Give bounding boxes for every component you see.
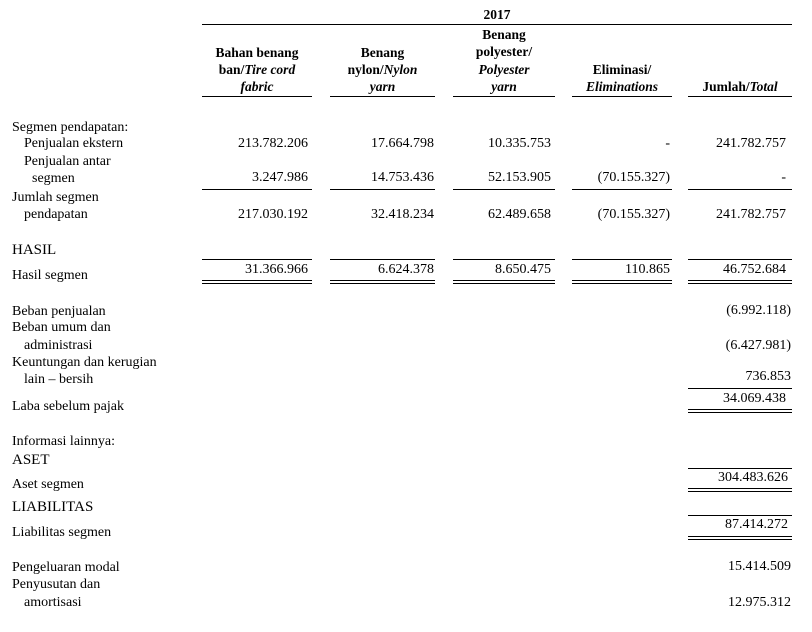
label-penjualan-ekstern: Penjualan ekstern — [24, 136, 124, 151]
col3-header-line0: Benang — [482, 27, 526, 42]
label-beban-penjualan: Beban penjualan — [12, 304, 106, 319]
subtotal-line — [202, 259, 312, 260]
subtotal-line — [572, 189, 672, 190]
label-segmen-pendapatan: Segmen pendapatan: — [12, 120, 129, 135]
cell: (6.992.118) — [726, 303, 791, 318]
double-underline — [330, 280, 435, 284]
label-keuntungan-1: Keuntungan dan kerugian — [12, 355, 157, 370]
col2-header-underline — [330, 96, 435, 97]
label-beban-umum-1: Beban umum dan — [12, 320, 111, 335]
cell: 6.624.378 — [378, 262, 434, 277]
col5-header-underline — [688, 96, 792, 97]
label-hasil: HASIL — [12, 242, 57, 258]
label-informasi-lainnya: Informasi lainnya: — [12, 434, 116, 449]
subtotal-line — [688, 388, 792, 389]
cell: 12.975.312 — [728, 595, 791, 610]
double-underline — [453, 280, 555, 284]
cell: 217.030.192 — [238, 207, 308, 222]
cell: 15.414.509 — [728, 559, 791, 574]
label-jumlah-segmen-1: Jumlah segmen — [12, 190, 99, 205]
subtotal-line — [330, 189, 435, 190]
cell: (70.155.327) — [597, 170, 670, 185]
col3-header-line2: Polyester — [478, 62, 530, 77]
col2-header-line2: nylon/Nylon — [347, 62, 418, 77]
cell: 10.335.753 — [488, 136, 551, 151]
subtotal-line — [330, 259, 435, 260]
cell: 31.366.966 — [245, 262, 308, 277]
subtotal-line — [688, 259, 792, 260]
cell: 62.489.658 — [488, 207, 551, 222]
col1-header-line3: fabric — [240, 79, 274, 94]
subtotal-line — [202, 189, 312, 190]
col2-header-line1: Benang — [360, 45, 405, 60]
cell: 14.753.436 — [371, 170, 434, 185]
cell: (70.155.327) — [597, 207, 670, 222]
cell: - — [781, 170, 786, 185]
label-pengeluaran-modal: Pengeluaran modal — [12, 560, 120, 575]
col3-header-underline — [453, 96, 555, 97]
col1-header-line2: ban/Tire cord — [218, 62, 296, 77]
label-liabilitas-segmen: Liabilitas segmen — [12, 525, 112, 540]
cell: 304.483.626 — [718, 470, 788, 485]
label-penjualan-antar-2: segmen — [32, 171, 75, 186]
subtotal-line — [453, 259, 555, 260]
cell: 34.069.438 — [723, 391, 786, 406]
cell: - — [665, 136, 670, 151]
double-underline — [688, 280, 792, 284]
cell: 213.782.206 — [238, 136, 308, 151]
double-underline — [572, 280, 672, 284]
label-aset-segmen: Aset segmen — [12, 477, 84, 492]
col1-header-underline — [202, 96, 312, 97]
label-beban-umum-2: administrasi — [24, 338, 93, 353]
cell: 241.782.757 — [716, 207, 786, 222]
cell: 3.247.986 — [252, 170, 308, 185]
cell: 32.418.234 — [371, 207, 434, 222]
cell: 87.414.272 — [725, 517, 788, 532]
col1-header-line1: Bahan benang — [215, 45, 299, 60]
col5-header: Jumlah/Total — [702, 79, 778, 94]
col4-header-line2: Eliminations — [585, 79, 659, 94]
double-underline — [202, 280, 312, 284]
cell: 241.782.757 — [716, 136, 786, 151]
year-underline — [202, 24, 792, 25]
double-underline — [688, 409, 792, 413]
cell: 736.853 — [745, 369, 791, 384]
label-hasil-segmen: Hasil segmen — [12, 268, 88, 283]
double-underline — [688, 488, 792, 492]
label-penjualan-antar-1: Penjualan antar — [24, 154, 111, 169]
label-laba-sebelum-pajak: Laba sebelum pajak — [12, 399, 124, 414]
year-header: 2017 — [483, 7, 511, 22]
cell: 52.153.905 — [488, 170, 551, 185]
subtotal-line — [572, 259, 672, 260]
cell: 110.865 — [625, 262, 670, 277]
col4-header-line1: Eliminasi/ — [592, 62, 652, 77]
col3-header-line3: yarn — [491, 79, 517, 94]
label-penyusutan-1: Penyusutan dan — [12, 577, 101, 592]
subtotal-line — [453, 189, 555, 190]
col3-header-line1: polyester/ — [475, 44, 533, 59]
subtotal-line — [688, 468, 792, 469]
label-liabilitas: LIABILITAS — [12, 499, 94, 515]
cell: 8.650.475 — [495, 262, 551, 277]
col2-header-line3: yarn — [369, 79, 396, 94]
subtotal-line — [688, 515, 792, 516]
label-keuntungan-2: lain – bersih — [24, 372, 94, 387]
cell: 17.664.798 — [371, 136, 434, 151]
cell: (6.427.981) — [725, 338, 791, 353]
label-aset: ASET — [12, 452, 50, 468]
cell: 46.752.684 — [723, 262, 786, 277]
col4-header-underline — [572, 96, 672, 97]
label-jumlah-segmen-2: pendapatan — [24, 207, 88, 222]
label-penyusutan-2: amortisasi — [24, 595, 82, 610]
subtotal-line — [688, 189, 792, 190]
double-underline — [688, 536, 792, 540]
